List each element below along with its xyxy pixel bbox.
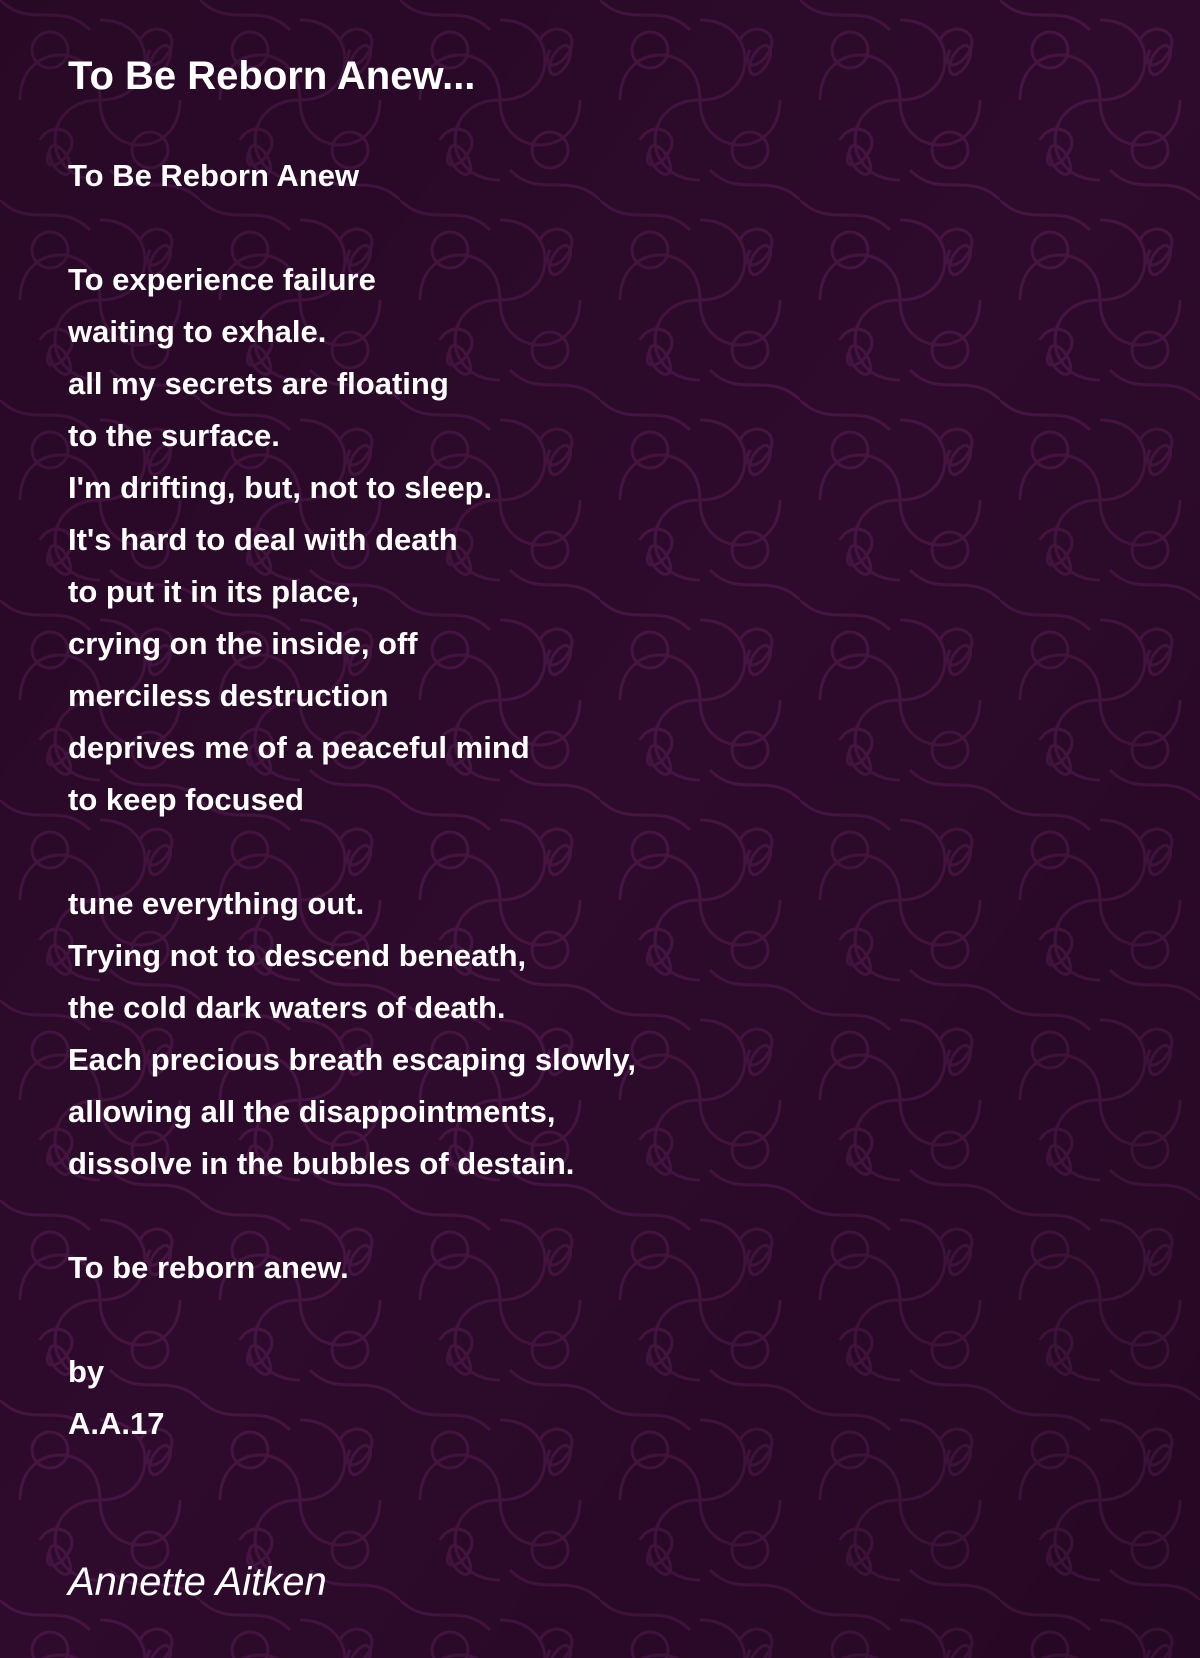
poem-line: to keep focused	[68, 782, 304, 817]
poem-line: deprives me of a peaceful mind	[68, 730, 530, 765]
poem-line: merciless destruction	[68, 678, 389, 713]
poem-line: To Be Reborn Anew	[68, 158, 360, 193]
poem-line: It's hard to deal with death	[68, 522, 458, 557]
poem-line: to the surface.	[68, 418, 280, 453]
poem-line: allowing all the disappointments,	[68, 1094, 556, 1129]
poem-line: I'm drifting, but, not to sleep.	[68, 470, 493, 505]
poem-line: To be reborn anew.	[68, 1250, 349, 1285]
poem-author: Annette Aitken	[68, 1560, 327, 1604]
poem-line: waiting to exhale.	[68, 314, 327, 349]
poem-line: all my secrets are floating	[68, 366, 449, 401]
poem-body	[68, 150, 636, 1450]
poem-line: tune everything out.	[68, 886, 365, 921]
poem-line: the cold dark waters of death.	[68, 990, 506, 1025]
poem-title: To Be Reborn Anew...	[68, 54, 476, 98]
poem-byline-label: by	[68, 1354, 105, 1389]
poem-line: To experience failure	[68, 262, 376, 297]
poem-signature: A.A.17	[68, 1406, 165, 1441]
poem-blank-line	[68, 202, 636, 254]
poem-blank-line	[68, 1294, 636, 1346]
poem-line: crying on the inside, off	[68, 626, 418, 661]
poem-line: Trying not to descend beneath,	[68, 938, 527, 973]
poem-line: to put it in its place,	[68, 574, 360, 609]
poem-blank-line	[68, 1190, 636, 1242]
poem-blank-line	[68, 826, 636, 878]
poem-line: Each precious breath escaping slowly,	[68, 1042, 636, 1077]
poem-line: dissolve in the bubbles of destain.	[68, 1146, 575, 1181]
